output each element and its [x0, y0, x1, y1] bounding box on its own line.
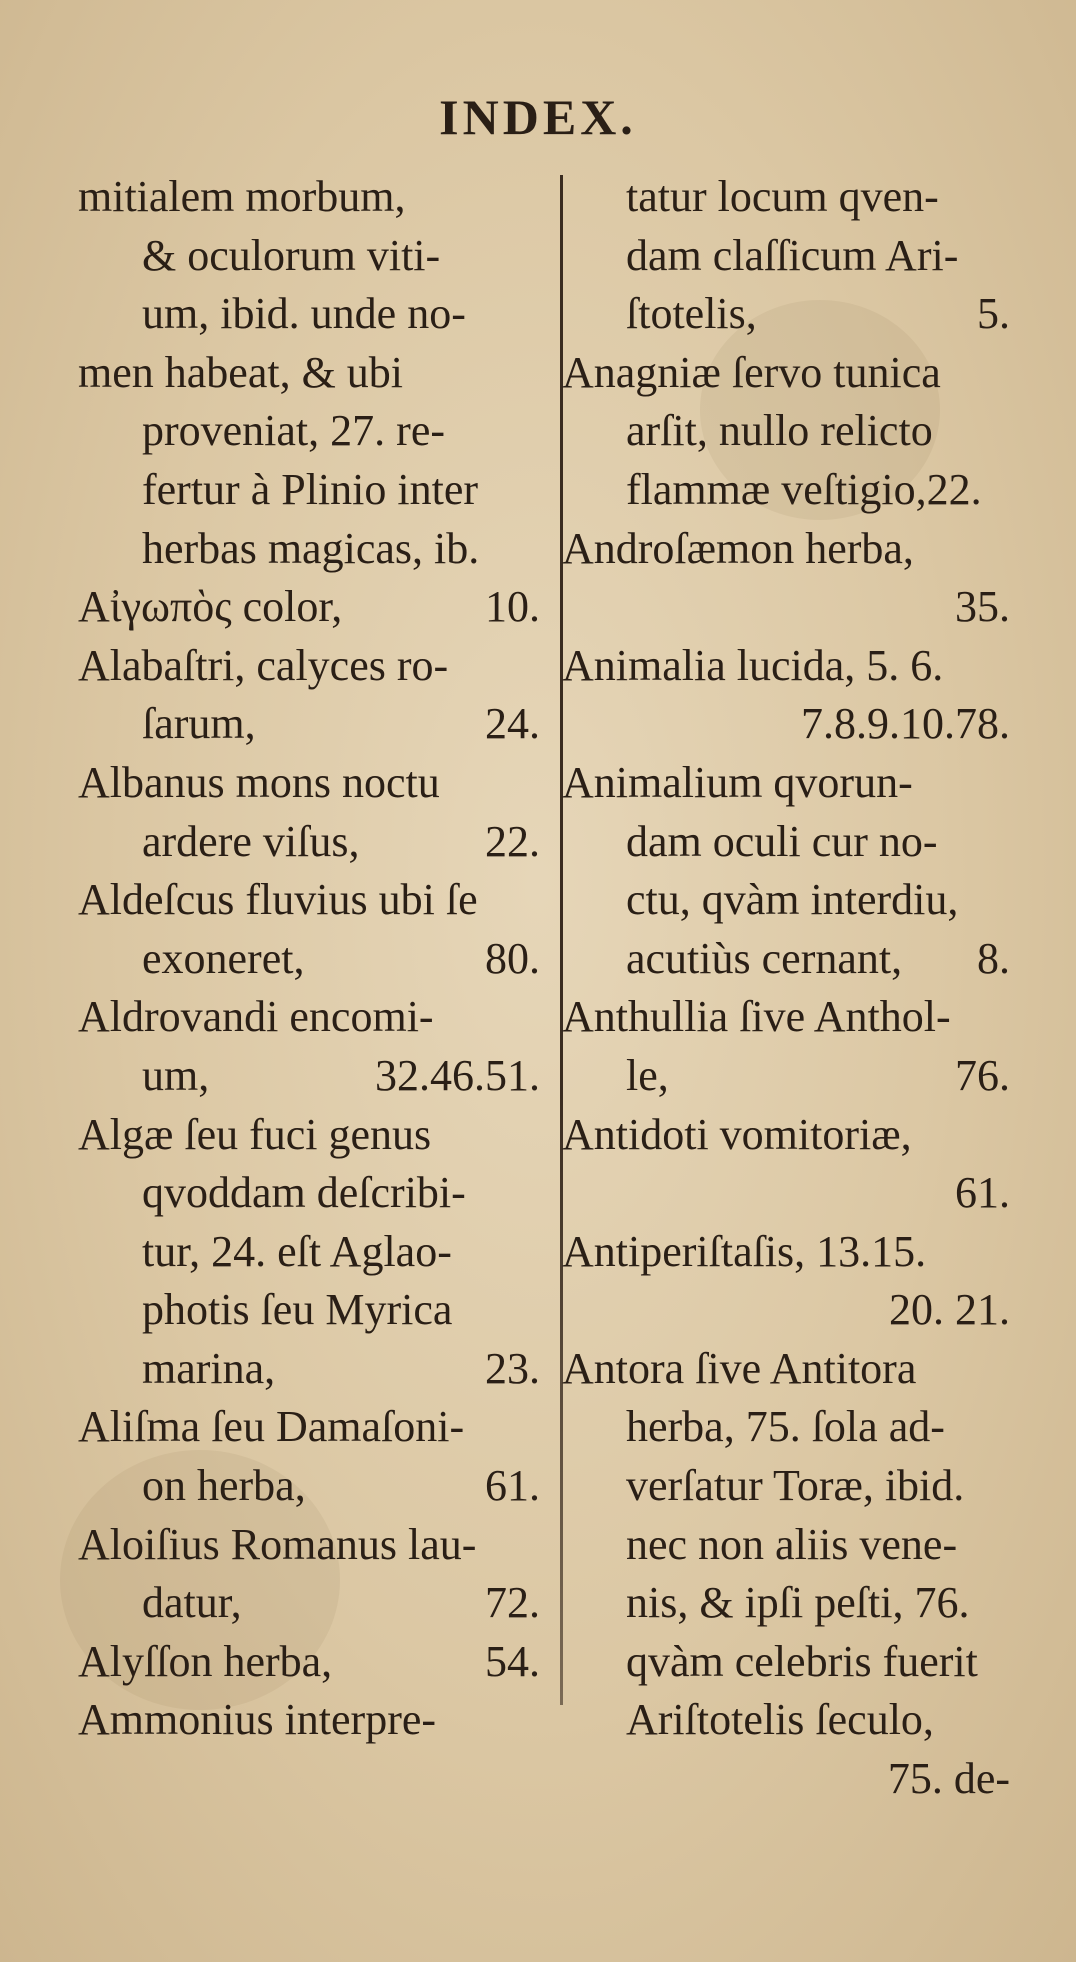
index-line [562, 813, 1010, 872]
page-reference: 61. [955, 1168, 1010, 1218]
index-entry-text: um, ibid. unde no- [142, 289, 466, 339]
index-entry-text: verſatur Toræ, ibid. [626, 1461, 965, 1511]
index-line [562, 637, 1010, 696]
index-line [78, 637, 540, 696]
page-reference: 80. [485, 933, 540, 983]
index-line [78, 1516, 540, 1575]
index-line [78, 520, 540, 579]
index-entry-text: Antora ſive Antitora [562, 1343, 917, 1393]
index-line [78, 344, 540, 403]
index-line [562, 578, 1010, 637]
index-line [78, 754, 540, 813]
index-line [562, 285, 1010, 344]
index-entry-text: Aloiſius Romanus lau- [78, 1519, 477, 1569]
index-line [78, 578, 540, 637]
index-entry-text: Anagniæ ſervo tunica [562, 347, 941, 397]
index-entry-text: fertur à Plinio inter [142, 464, 479, 514]
index-column-left [78, 168, 540, 1750]
index-entry-text: qvoddam deſcribi- [142, 1168, 466, 1218]
index-entry-text: proveniat, 27. re- [142, 406, 445, 456]
index-line [562, 1106, 1010, 1165]
index-entry-text: datur, [142, 1578, 242, 1628]
page-reference: 5. [977, 289, 1010, 339]
index-entry-text: dam oculi cur no- [626, 816, 938, 866]
index-entry-text: on herba, [142, 1461, 306, 1511]
index-line [562, 402, 1010, 461]
index-entry-text: Alyſſon herba, [78, 1636, 333, 1686]
index-line [562, 754, 1010, 813]
index-entry-text: ctu, qvàm interdiu, [626, 875, 959, 925]
index-entry-text: Anthullia ſive Anthol- [562, 992, 951, 1042]
page-reference: 76. [955, 1050, 1010, 1100]
page-reference: 23. [485, 1343, 540, 1393]
index-entry-text: Animalia lucida, 5. 6. [562, 640, 944, 690]
index-entry-text: herba, 75. ſola ad- [626, 1402, 945, 1452]
index-line [78, 1340, 540, 1399]
index-entry-text: exoneret, [142, 933, 305, 983]
index-line [562, 168, 1010, 227]
index-line [562, 227, 1010, 286]
index-entry-text: Androſæmon herba, [562, 523, 914, 573]
page-reference: 22. [485, 816, 540, 866]
index-line [562, 1633, 1010, 1692]
index-column-right [562, 168, 1010, 1809]
index-line [562, 520, 1010, 579]
index-line [562, 344, 1010, 403]
index-entry-text: ſtotelis, [626, 289, 757, 339]
index-line [562, 1457, 1010, 1516]
index-line [562, 1398, 1010, 1457]
index-entry-text: nis, & ipſi peſti, 76. [626, 1578, 970, 1628]
index-line [78, 168, 540, 227]
index-line [562, 1164, 1010, 1223]
index-line [78, 1047, 540, 1106]
index-entry-text: tatur locum qven- [626, 172, 939, 221]
index-entry-text: Aliſma ſeu Damaſoni- [78, 1402, 465, 1452]
page-reference: 10. [485, 582, 540, 632]
index-entry-text: Antiperiſtaſis, 13.15. [562, 1226, 927, 1276]
index-entry-text: ſarum, [142, 699, 256, 749]
index-entry-text: dam claſſicum Ari- [626, 230, 959, 280]
page-reference: 20. 21. [889, 1285, 1010, 1335]
page-title: INDEX. [439, 89, 637, 145]
index-entry-text: Antidoti vomitoriæ, [562, 1109, 912, 1159]
index-line [562, 988, 1010, 1047]
index-line [562, 1223, 1010, 1282]
index-entry-text: Aldeſcus fluvius ubi ſe [78, 875, 478, 925]
index-entry-text: Alabaſtri, calyces ro- [78, 640, 449, 690]
index-line [78, 1633, 540, 1692]
page-reference: 61. [485, 1461, 540, 1511]
index-entry-text: le, [626, 1050, 669, 1100]
index-line [78, 1398, 540, 1457]
index-line [78, 1164, 540, 1223]
index-line [78, 461, 540, 520]
index-entry-text: flammæ veſtigio,22. [626, 464, 982, 514]
index-line [78, 285, 540, 344]
index-line [562, 1691, 1010, 1750]
index-line [78, 1457, 540, 1516]
index-entry-text: marina, [142, 1343, 276, 1393]
index-entry-text: Ariſtotelis ſeculo, [626, 1695, 934, 1745]
index-line [562, 1340, 1010, 1399]
index-entry-text: Αἰγωπὸς color, [78, 582, 343, 632]
index-line [562, 695, 1010, 754]
index-entry-text: & oculorum viti- [142, 230, 441, 280]
index-entry-text: Animalium qvorun- [562, 757, 913, 807]
page-reference: 7.8.9.10.78. [801, 699, 1010, 749]
index-entry-text: Albanus mons noctu [78, 757, 440, 807]
index-entry-text: nec non aliis vene- [626, 1519, 958, 1569]
index-entry-text: tur, 24. eſt Aglao- [142, 1226, 452, 1276]
index-entry-text: Algæ ſeu fuci genus [78, 1109, 432, 1159]
index-entry-text: ardere viſus, [142, 816, 360, 866]
index-line [78, 1574, 540, 1633]
page-reference: 35. [955, 582, 1010, 632]
index-line [562, 1281, 1010, 1340]
index-line [78, 1106, 540, 1165]
index-line [78, 1691, 540, 1750]
index-line [78, 813, 540, 872]
index-entry-text: men habeat, & ubi [78, 347, 404, 397]
index-entry-text: acutiùs cernant, [626, 933, 903, 983]
index-line [78, 1223, 540, 1282]
page-reference: 8. [977, 933, 1010, 983]
page-reference: 75. de- [887, 1754, 1010, 1804]
page-reference: 72. [485, 1578, 540, 1628]
index-entry-text: Aldrovandi encomi- [78, 992, 434, 1042]
index-line [78, 695, 540, 754]
index-entry-text: arſit, nullo relicto [626, 406, 933, 456]
index-entry-text: photis ſeu Myrica [142, 1285, 453, 1335]
page-reference: 24. [485, 699, 540, 749]
index-entry-text: Ammonius interpre- [78, 1695, 437, 1745]
index-line [562, 1750, 1010, 1809]
index-line [562, 1574, 1010, 1633]
index-line [562, 871, 1010, 930]
index-entry-text: mitialem morbum, [78, 172, 406, 221]
page-reference: 32.46.51. [375, 1050, 540, 1100]
page-reference: 54. [485, 1636, 540, 1686]
index-entry-text: um, [142, 1050, 210, 1100]
index-line [562, 1516, 1010, 1575]
index-line [562, 1047, 1010, 1106]
index-line [78, 1281, 540, 1340]
index-line [78, 988, 540, 1047]
index-line [78, 227, 540, 286]
index-line [562, 930, 1010, 989]
index-line [78, 871, 540, 930]
index-entry-text: qvàm celebris fuerit [626, 1636, 978, 1686]
index-line [78, 930, 540, 989]
index-line [562, 461, 1010, 520]
index-entry-text: herbas magicas, ib. [142, 523, 480, 573]
index-line [78, 402, 540, 461]
